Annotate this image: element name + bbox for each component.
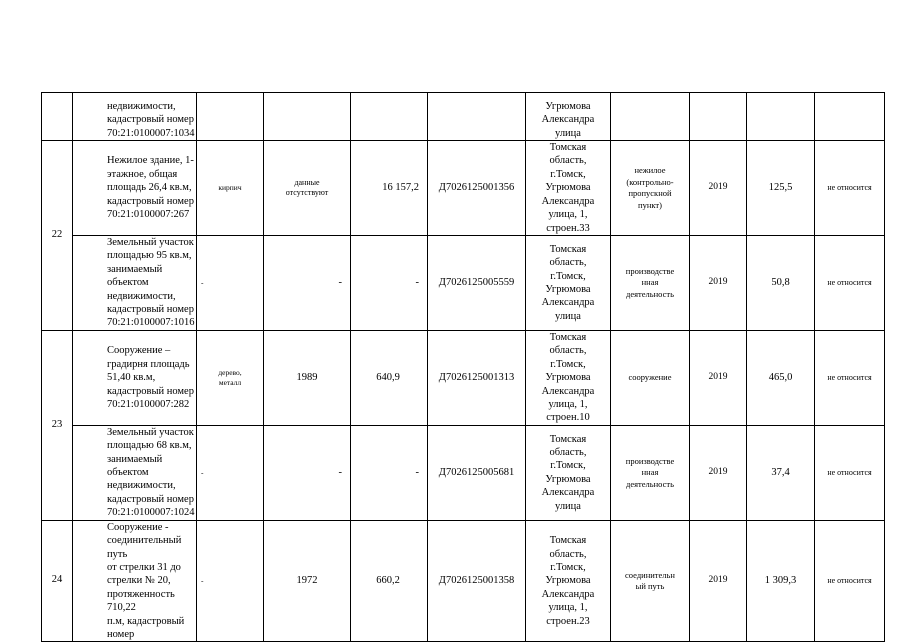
balance-value-cell: 640,9	[351, 330, 428, 425]
address-cell: Угрюмова Александра улица	[526, 93, 611, 141]
inventory-code-cell: Д7026125001313	[428, 330, 526, 425]
inventory-code-cell: Д7026125001356	[428, 141, 526, 236]
balance-value-cell: 660,2	[351, 520, 428, 642]
year-built-cell: -	[264, 236, 351, 331]
table-row	[42, 520, 885, 642]
material-cell	[197, 93, 264, 141]
year-built-cell: данные отсутствуют	[264, 141, 351, 236]
purpose-cell: производстве нная деятельность	[611, 236, 690, 331]
purpose-cell: сооружение	[611, 330, 690, 425]
note-cell: не относится	[815, 236, 885, 331]
valuation-year-cell: 2019	[690, 141, 747, 236]
object-description: недвижимости, кадастровый номер 70:21:0100007:1034	[73, 93, 197, 141]
inventory-code-cell	[428, 93, 526, 141]
row-number: 24	[42, 520, 73, 642]
property-table	[41, 92, 885, 642]
material-cell: -	[197, 425, 264, 520]
table-row	[42, 141, 885, 236]
table-row	[42, 425, 885, 520]
balance-value-cell	[351, 93, 428, 141]
inventory-code-cell: Д7026125005559	[428, 236, 526, 331]
year-built-cell: 1972	[264, 520, 351, 642]
valuation-cell: 50,8	[747, 236, 815, 331]
purpose-cell: соединительн ый путь	[611, 520, 690, 642]
object-description: Сооружение - соединительный путь от стрелки 31 до стрелки № 20, протяженность 710,22 п.м, кадастровый номер	[73, 520, 197, 642]
purpose-cell: производстве нная деятельность	[611, 425, 690, 520]
note-cell: не относится	[815, 425, 885, 520]
purpose-cell	[611, 93, 690, 141]
material-cell: кирпич	[197, 141, 264, 236]
row-number	[42, 93, 73, 141]
year-built-cell: 1989	[264, 330, 351, 425]
valuation-year-cell: 2019	[690, 520, 747, 642]
object-description: Земельный участок площадью 95 кв.м, занимаемый объектом недвижимости, кадастровый номер 70:21:0100007:1016	[73, 236, 197, 331]
row-number: 22	[42, 141, 73, 331]
object-description: Нежилое здание, 1- этажное, общая площадь 26,4 кв.м, кадастровый номер 70:21:0100007:267	[73, 141, 197, 236]
inventory-code-cell: Д7026125001358	[428, 520, 526, 642]
object-description: Сооружение – градирня площадь 51,40 кв.м, кадастровый номер 70:21:0100007:282	[73, 330, 197, 425]
valuation-cell: 37,4	[747, 425, 815, 520]
table-row	[42, 93, 885, 141]
balance-value-cell: -	[351, 425, 428, 520]
property-table-page	[41, 92, 884, 642]
material-cell: -	[197, 520, 264, 642]
address-cell: Томская область, г.Томск, Угрюмова Александра улица, 1, строен.10	[526, 330, 611, 425]
balance-value-cell: -	[351, 236, 428, 331]
address-cell: Томская область, г.Томск, Угрюмова Александра улица	[526, 236, 611, 331]
object-description: Земельный участок площадью 68 кв.м, занимаемый объектом недвижимости, кадастровый номер 70:21:0100007:1024	[73, 425, 197, 520]
address-cell: Томская область, г.Томск, Угрюмова Александра улица, 1, строен.33	[526, 141, 611, 236]
valuation-year-cell: 2019	[690, 330, 747, 425]
note-cell: не относится	[815, 330, 885, 425]
valuation-year-cell	[690, 93, 747, 141]
inventory-code-cell: Д7026125005681	[428, 425, 526, 520]
material-cell: дерево, металл	[197, 330, 264, 425]
valuation-year-cell: 2019	[690, 425, 747, 520]
table-row	[42, 330, 885, 425]
address-cell: Томская область, г.Томск, Угрюмова Александра улица, 1, строен.23	[526, 520, 611, 642]
material-cell: -	[197, 236, 264, 331]
row-number: 23	[42, 330, 73, 520]
purpose-cell: нежилое (контрольно- пропускной пункт)	[611, 141, 690, 236]
note-cell: не относится	[815, 520, 885, 642]
valuation-year-cell: 2019	[690, 236, 747, 331]
valuation-cell: 1 309,3	[747, 520, 815, 642]
year-built-cell	[264, 93, 351, 141]
note-cell	[815, 93, 885, 141]
year-built-cell: -	[264, 425, 351, 520]
note-cell: не относится	[815, 141, 885, 236]
valuation-cell: 465,0	[747, 330, 815, 425]
valuation-cell	[747, 93, 815, 141]
balance-value-cell: 16 157,2	[351, 141, 428, 236]
valuation-cell: 125,5	[747, 141, 815, 236]
table-row	[42, 236, 885, 331]
address-cell: Томская область, г.Томск, Угрюмова Александра улица	[526, 425, 611, 520]
